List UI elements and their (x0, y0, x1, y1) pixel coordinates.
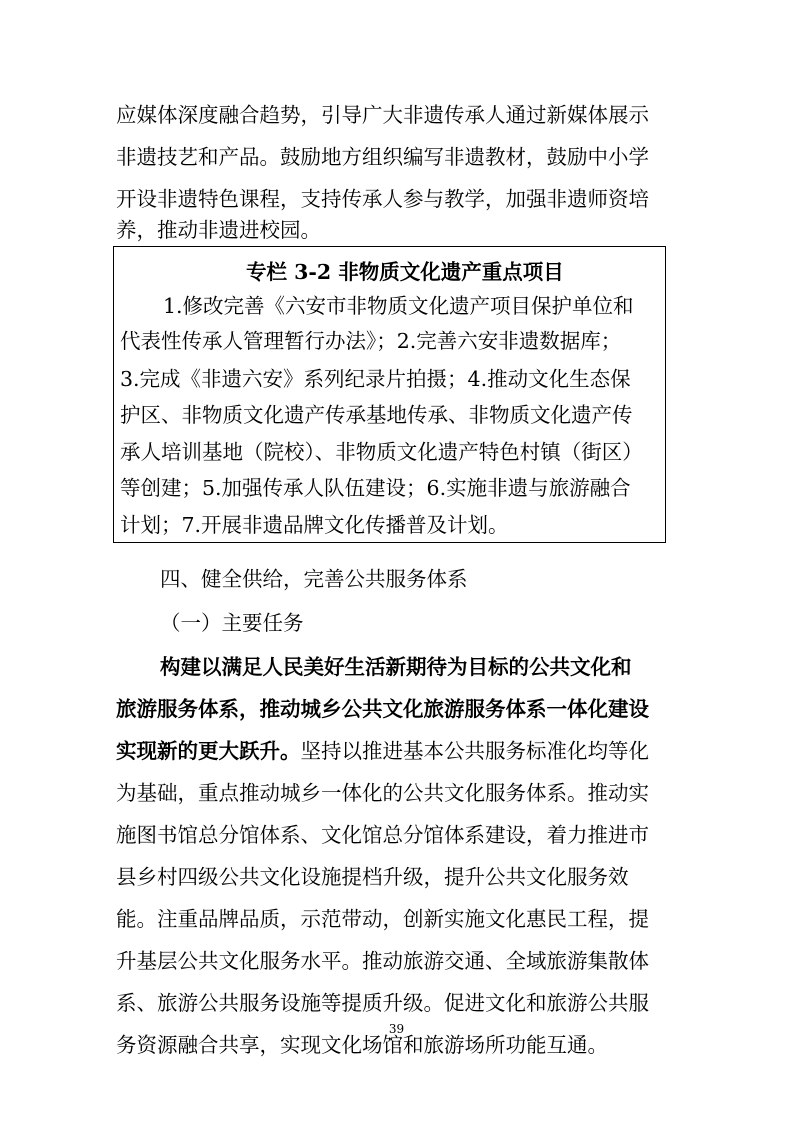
intro-line: 开设非遗特色课程，支持传承人参与教学，加强非遗师资培 (116, 187, 649, 211)
feature-box-title: 专栏 3-2 非物质文化遗产重点项目 (246, 260, 564, 284)
feature-box-line: 承人培训基地（院校）、非物质文化遗产特色村镇（街区） (120, 440, 643, 464)
body-line: 系、旅游公共服务设施等提质升级。促进文化和旅游公共服 (116, 991, 649, 1015)
feature-box-line: 等创建；5.加强传承人队伍建设；6.实施非遗与旅游融合 (120, 476, 631, 500)
feature-box-line: 代表性传承人管理暂行办法》；2.完善六安非遗数据库； (120, 329, 622, 353)
body-lead-line: 旅游服务体系，推动城乡公共文化旅游服务体系一体化建设 (116, 697, 649, 721)
body-line: 县乡村四级公共文化设施提档升级，提升公共文化服务效 (116, 865, 629, 889)
body-lead-line: 构建以满足人民美好生活新期待为目标的公共文化和 (160, 655, 632, 679)
feature-box-line: 1.修改完善《六安市非物质文化遗产项目保护单位和 (163, 294, 634, 318)
body-lead-text: 实现新的更大跃升。 (116, 739, 301, 763)
feature-box-line: 3.完成《非遗六安》系列纪录片拍摄；4.推动文化生态保 (120, 367, 631, 391)
intro-line: 非遗技艺和产品。鼓励地方组织编写非遗教材，鼓励中小学 (116, 145, 649, 169)
feature-box-line: 护区、非物质文化遗产传承基地传承、非物质文化遗产传 (120, 403, 633, 427)
intro-line: 应媒体深度融合趋势，引导广大非遗传承人通过新媒体展示 (116, 103, 649, 127)
intro-line: 养，推动非遗进校园。 (116, 218, 321, 242)
body-text: 坚持以推进基本公共服务标准化均等化 (300, 739, 649, 763)
body-line: 能。注重品牌品质，示范带动，创新实施文化惠民工程，提 (116, 907, 649, 931)
page-number: 39 (388, 1022, 405, 1036)
body-line: 升基层公共文化服务水平。推动旅游交通、全域旅游集散体 (116, 949, 649, 973)
body-line: 为基础，重点推动城乡一体化的公共文化服务体系。推动实 (116, 781, 649, 805)
subsection-heading: （一）主要任务 (160, 611, 304, 635)
feature-box-line: 计划；7.开展非遗品牌文化传播普及计划。 (120, 513, 509, 537)
body-line: 施图书馆总分馆体系、文化馆总分馆体系建设，着力推进市 (116, 823, 649, 847)
body-line (116, 737, 649, 765)
section-heading: 四、健全供给，完善公共服务体系 (160, 567, 468, 591)
body-line: 务资源融合共享，实现文化场馆和旅游场所功能互通。 (116, 1033, 608, 1057)
